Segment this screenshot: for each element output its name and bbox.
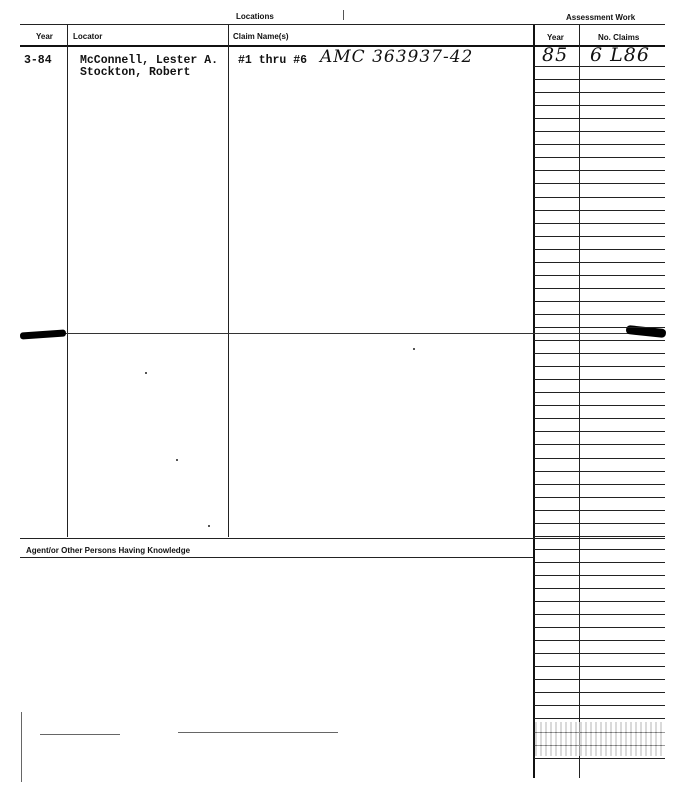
locator-column-divider (67, 25, 68, 537)
assessment-row-rule (534, 575, 665, 576)
dust-speck (145, 372, 147, 374)
entry-claim-names: #1 thru #6 (238, 54, 308, 67)
assessment-row-rule (534, 236, 665, 237)
assessment-row-rule (534, 314, 665, 315)
assessment-row-rule (534, 340, 665, 341)
assessment-row-rule (534, 471, 665, 472)
assessment-row-rule (534, 418, 665, 419)
locations-header: Locations (236, 12, 274, 21)
assessment-row-rule (534, 105, 665, 106)
assessment-row-rule (534, 536, 665, 537)
assessment-row-rule (534, 301, 665, 302)
assessment-row-rule (534, 92, 665, 93)
section-divider (22, 333, 665, 334)
assessment-row-rule (534, 653, 665, 654)
assessment-row-rule (534, 627, 665, 628)
assessment-row-rule (534, 588, 665, 589)
faint-bottom-line-2 (178, 732, 338, 733)
handwritten-serial-number: AMC 363937-42 (320, 47, 474, 67)
assessment-row-rule (534, 392, 665, 393)
assessment-row-rule (534, 666, 665, 667)
faint-bottom-line-1 (40, 734, 120, 735)
assessment-row-rule (534, 262, 665, 263)
assessment-row-rule (534, 131, 665, 132)
assessment-row-rule (534, 692, 665, 693)
assessment-row-rule (534, 327, 665, 328)
assessment-row-rule (534, 718, 665, 719)
assessment-row-rule (534, 562, 665, 563)
assessment-row-rule (534, 523, 665, 524)
header-top-rule (20, 24, 665, 25)
dust-speck (176, 459, 178, 461)
assessment-row-rule (534, 79, 665, 80)
agent-section-header: Agent/or Other Persons Having Knowledge (26, 546, 191, 555)
left-ink-mark (20, 329, 66, 339)
assessment-row-rule (534, 679, 665, 680)
locator-section-bottom-rule (20, 538, 665, 539)
handwritten-assessment-year: 85 (542, 44, 569, 66)
assessment-row-rule (534, 640, 665, 641)
scan-noise-block (535, 722, 665, 756)
assessment-year-column-header: Year (547, 33, 564, 42)
assessment-row-rule (534, 170, 665, 171)
assessment-row-rule (534, 275, 665, 276)
assessment-row-rule (534, 497, 665, 498)
assessment-row-rule (534, 705, 665, 706)
assessment-row-rule (534, 118, 665, 119)
assessment-no-claims-column-header: No. Claims (598, 33, 640, 42)
claim-names-column-header: Claim Name(s) (233, 32, 289, 41)
assessment-row-rule (534, 484, 665, 485)
assessment-row-rule (534, 144, 665, 145)
assessment-row-rule (534, 353, 665, 354)
assessment-work-header: Assessment Work (566, 13, 636, 22)
locator-column-header: Locator (73, 32, 103, 41)
assessment-row-rule (534, 210, 665, 211)
agent-header-rule (20, 557, 533, 558)
assessment-row-rule (534, 197, 665, 198)
assessment-row-rule (534, 510, 665, 511)
assessment-row-rule (534, 366, 665, 367)
assessment-row-rule (534, 157, 665, 158)
handwritten-assessment-claims: 6 L86 (590, 44, 650, 66)
entry-locator-line-1: McConnell, Lester A. (80, 54, 219, 67)
claim-column-divider (228, 25, 229, 537)
dust-speck (343, 10, 344, 20)
year-column-header: Year (36, 32, 53, 41)
entry-year: 3-84 (24, 54, 52, 67)
faint-left-margin-line (21, 712, 22, 782)
assessment-row-rule (534, 614, 665, 615)
assessment-row-rule (534, 444, 665, 445)
dust-speck (208, 525, 210, 527)
assessment-row-rule (534, 601, 665, 602)
assessment-row-rule (534, 458, 665, 459)
assessment-row-rule (534, 223, 665, 224)
entry-locator-line-2: Stockton, Robert (80, 66, 191, 79)
assessment-row-rule (534, 249, 665, 250)
assessment-row-rule (534, 379, 665, 380)
assessment-row-rule (534, 183, 665, 184)
dust-speck (413, 348, 415, 350)
assessment-row-rule (534, 66, 665, 67)
assessment-row-rule (534, 431, 665, 432)
assessment-row-rule (534, 758, 665, 759)
assessment-row-rule (534, 405, 665, 406)
assessment-row-rule (534, 549, 665, 550)
assessment-row-rule (534, 288, 665, 289)
